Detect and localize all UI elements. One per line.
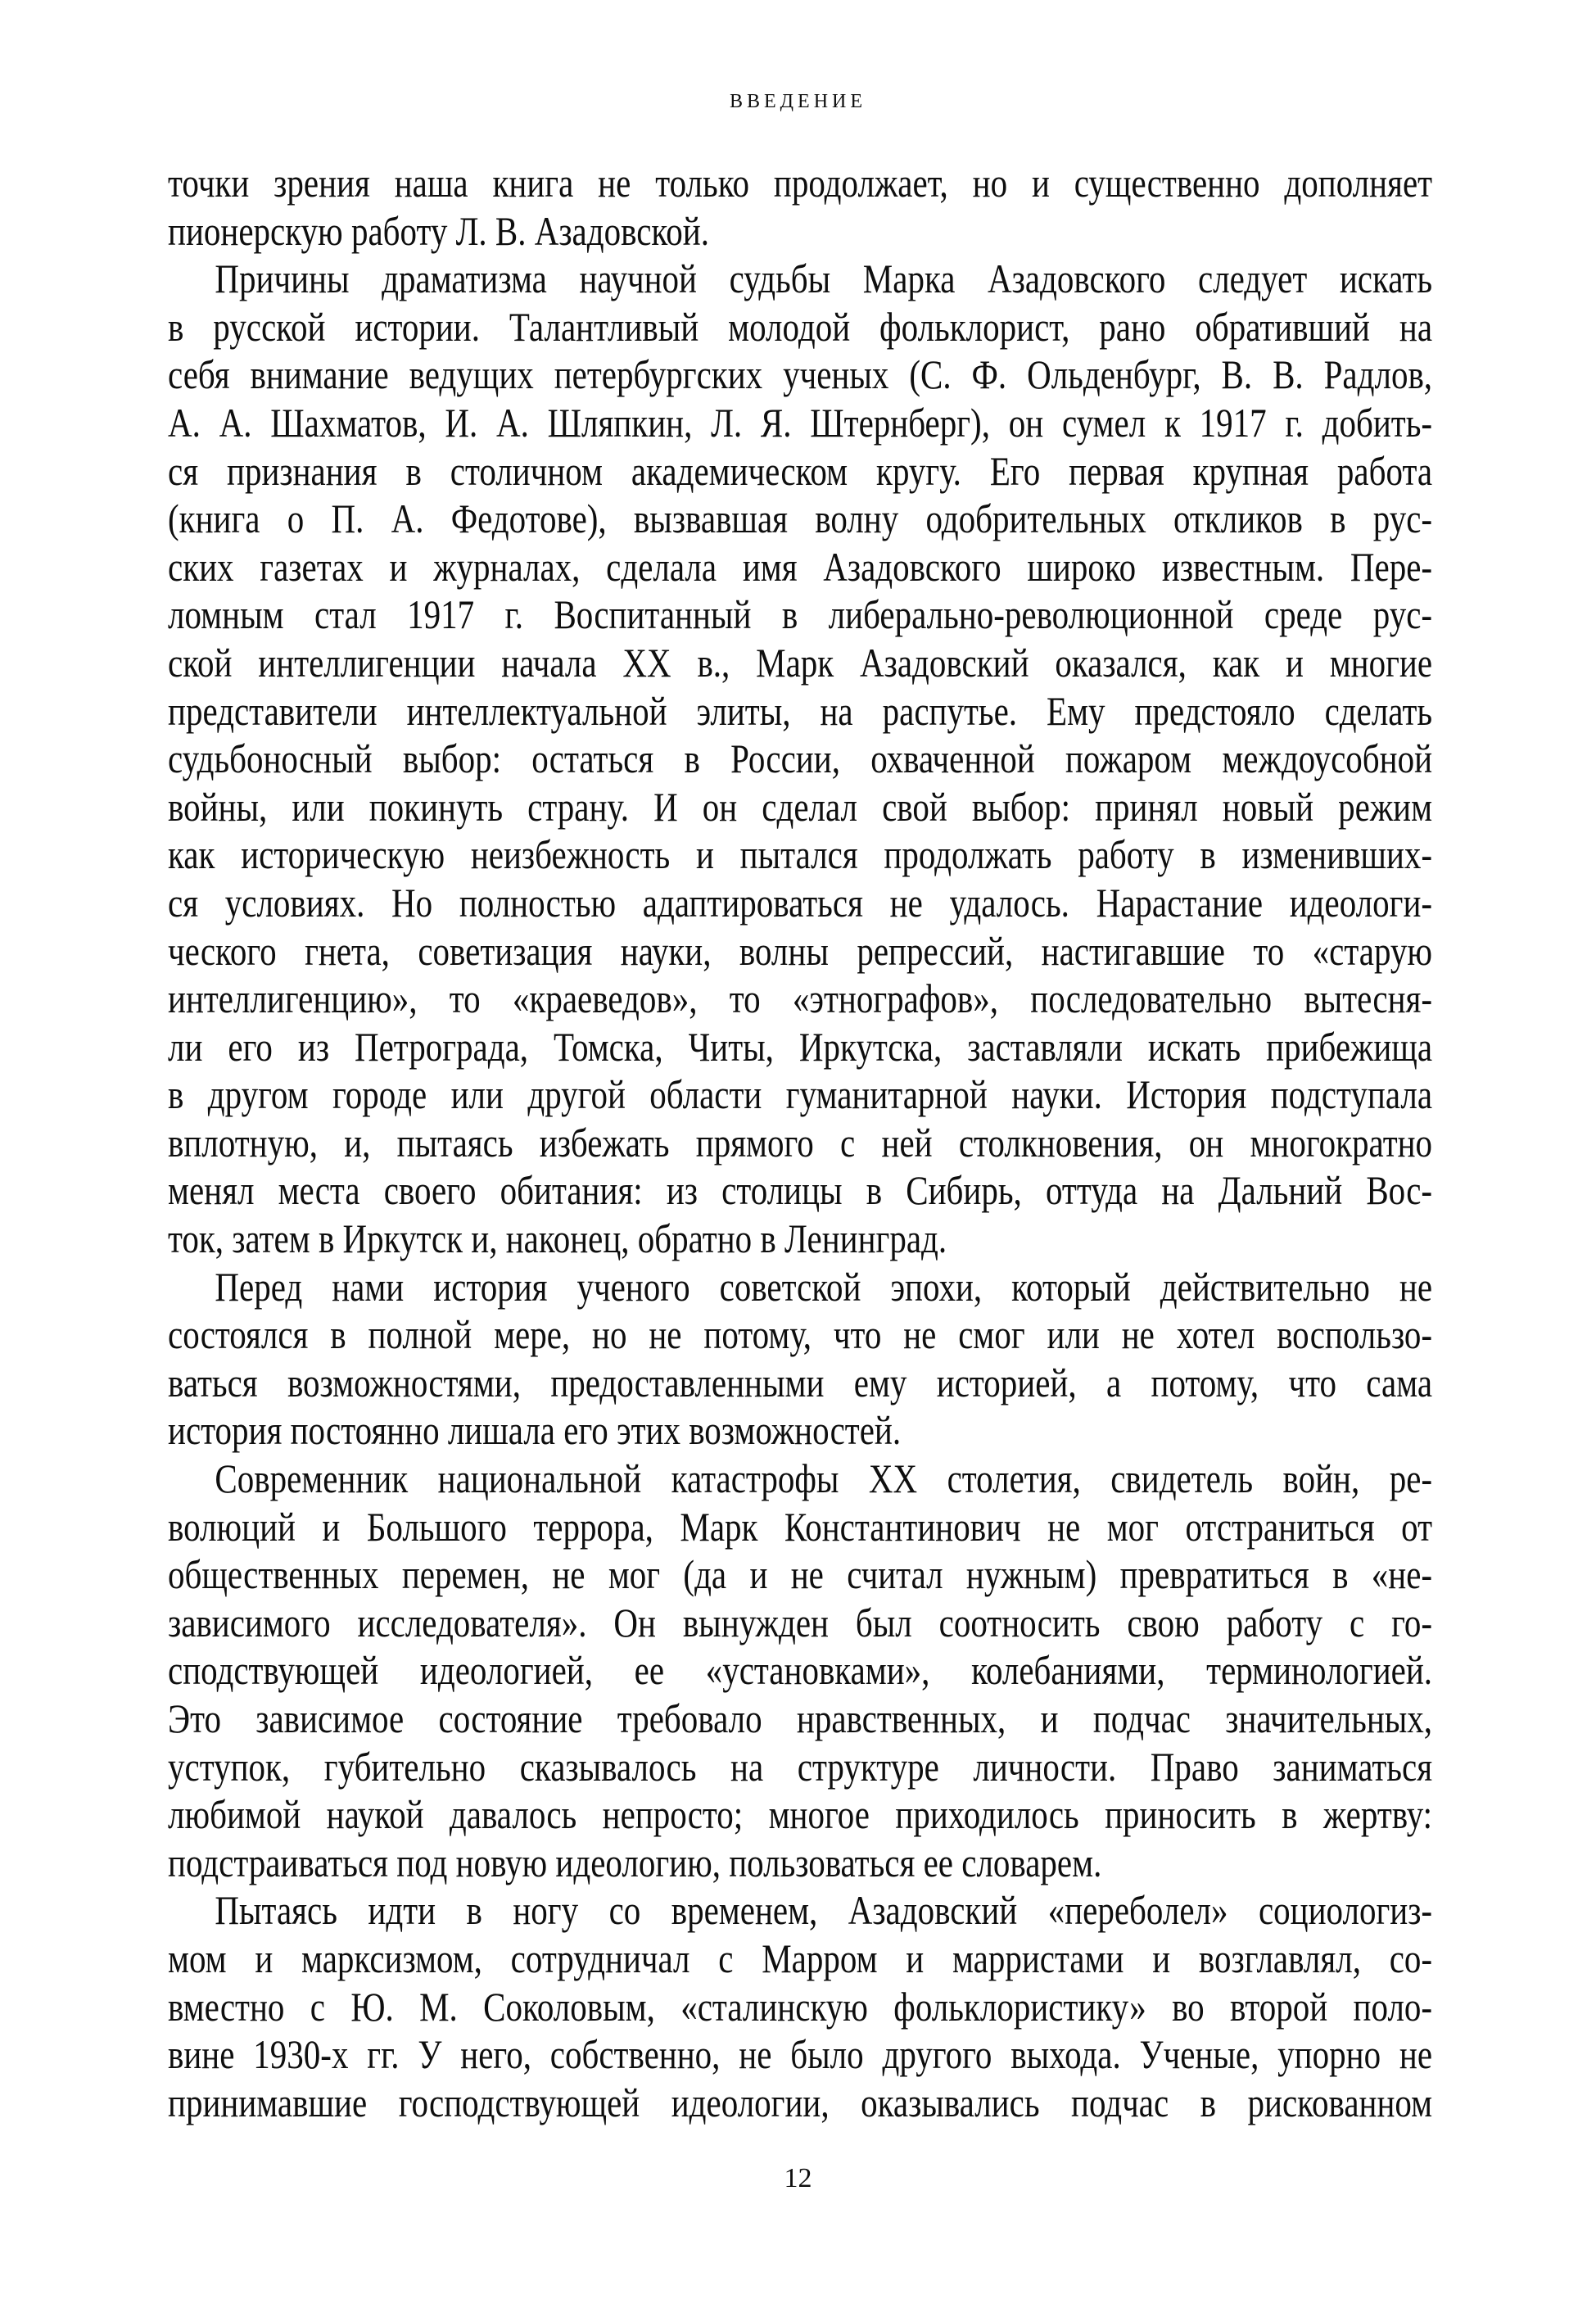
text-line: Современник национальной катастрофы XX столетия, свидетель войн, ре- xyxy=(215,1455,1433,1502)
text-line: ваться возможностями, предоставленными ему историей, а потому, что сама xyxy=(168,1359,1433,1405)
text-line: менял места своего обитания: из столицы в Сибирь, оттуда на Дальний Вос- xyxy=(168,1167,1433,1214)
text-line: (книга о П. А. Федотове), вызвавшая волну одобрительных откликов в рус- xyxy=(168,496,1433,542)
text-line: точки зрения наша книга не только продолжает, но и существенно дополняет xyxy=(168,160,1433,206)
text-line: Пытаясь идти в ногу со временем, Азадовский «переболел» социологиз- xyxy=(215,1887,1433,1934)
running-head: ВВЕДЕНИЕ xyxy=(729,91,867,112)
paragraph xyxy=(168,1455,1432,1886)
text-line: зависимого исследователя». Он вынужден был соотносить свою работу с го- xyxy=(168,1599,1433,1645)
text-line: интеллигенцию», то «краеведов», то «этнографов», последовательно вытесня- xyxy=(168,975,1433,1022)
text-line: вместно с Ю. М. Соколовым, «сталинскую фольклористику» во второй поло- xyxy=(168,1983,1433,2030)
text-line: А. А. Шахматов, И. А. Шляпкин, Л. Я. Штернберг), он сумел к 1917 г. добить- xyxy=(168,399,1433,446)
text-line: ся признания в столичном академическом кругу. Его первая крупная работа xyxy=(168,447,1433,494)
text-line: мом и марксизмом, сотрудничал с Марром и марристами и возглавлял, со- xyxy=(168,1935,1433,1981)
page-number: 12 xyxy=(784,2163,812,2193)
text-line: войны, или покинуть страну. И он сделал свой выбор: принял новый режим xyxy=(168,783,1433,830)
paragraph xyxy=(168,1263,1432,1455)
paragraph xyxy=(168,255,1432,1262)
text-line: ся условиях. Но полностью адаптироваться не удалось. Нарастание идеологи- xyxy=(168,879,1433,926)
text-line: вине 1930-х гг. У него, собственно, не было другого выхода. Ученые, упорно не xyxy=(168,2031,1433,2078)
text-line: Причины драматизма научной судьбы Марка Азадовского следует искать xyxy=(215,256,1433,302)
text-line: общественных перемен, не мог (да и не считал нужным) превратиться в «не- xyxy=(168,1551,1433,1598)
text-line: ли его из Петрограда, Томска, Читы, Иркутска, заставляли искать прибежища xyxy=(168,1023,1433,1070)
text-line: в русской истории. Талантливый молодой фольклорист, рано обративший на xyxy=(168,303,1433,350)
text-line: сподствующей идеологией, ее «установками», колебаниями, терминологией. xyxy=(168,1647,1433,1694)
text-line: история постоянно лишала его этих возможностей. xyxy=(168,1407,902,1454)
text-line: состоялся в полной мере, но не потому, что не смог или не хотел воспользо- xyxy=(168,1311,1433,1358)
text-line: ской интеллигенции начала XX в., Марк Азадовский оказался, как и многие xyxy=(168,639,1433,686)
text-line: пионерскую работу Л. В. Азадовской. xyxy=(168,207,709,254)
text-line: ломным стал 1917 г. Воспитанный в либерально-революционной среде рус- xyxy=(168,591,1433,638)
text-line: ток, затем в Иркутск и, наконец, обратно в Ленинград. xyxy=(168,1215,947,1262)
text-line: Это зависимое состояние требовало нравственных, и подчас значительных, xyxy=(168,1695,1433,1741)
text-block xyxy=(168,159,1432,2126)
text-line: волюций и Большого террора, Марк Константинович не мог отстраниться от xyxy=(168,1503,1433,1550)
text-line: принимавшие господствующей идеологии, оказывались подчас в рискованном xyxy=(168,2079,1433,2125)
text-line: себя внимание ведущих петербургских ученых (С. Ф. Ольденбург, В. В. Радлов, xyxy=(168,351,1433,398)
text-line: Перед нами история ученого советской эпохи, который действительно не xyxy=(215,1263,1433,1310)
text-line: как историческую неизбежность и пытался продолжать работу в изменивших- xyxy=(168,831,1433,878)
text-line: уступок, губительно сказывалось на структуре личности. Право заниматься xyxy=(168,1743,1433,1790)
text-line: подстраиваться под новую идеологию, пользоваться ее словарем. xyxy=(168,1839,1102,1885)
text-line: представители интеллектуальной элиты, на распутье. Ему предстояло сделать xyxy=(168,687,1433,734)
text-line: вплотную, и, пытаясь избежать прямого с ней столкновения, он многократно xyxy=(168,1119,1433,1166)
text-line: ских газетах и журналах, сделала имя Азадовского широко известным. Пере- xyxy=(168,543,1433,590)
text-line: судьбоносный выбор: остаться в России, охваченной пожаром междоусобной xyxy=(168,736,1433,782)
text-line: любимой наукой давалось непросто; многое приходилось приносить в жертву: xyxy=(168,1791,1433,1838)
paragraph xyxy=(168,1886,1432,2126)
text-line: в другом городе или другой области гуманитарной науки. История подступала xyxy=(168,1071,1433,1118)
paragraph xyxy=(168,159,1432,255)
text-line: ческого гнета, советизация науки, волны репрессий, настигавшие то «старую xyxy=(168,927,1433,974)
